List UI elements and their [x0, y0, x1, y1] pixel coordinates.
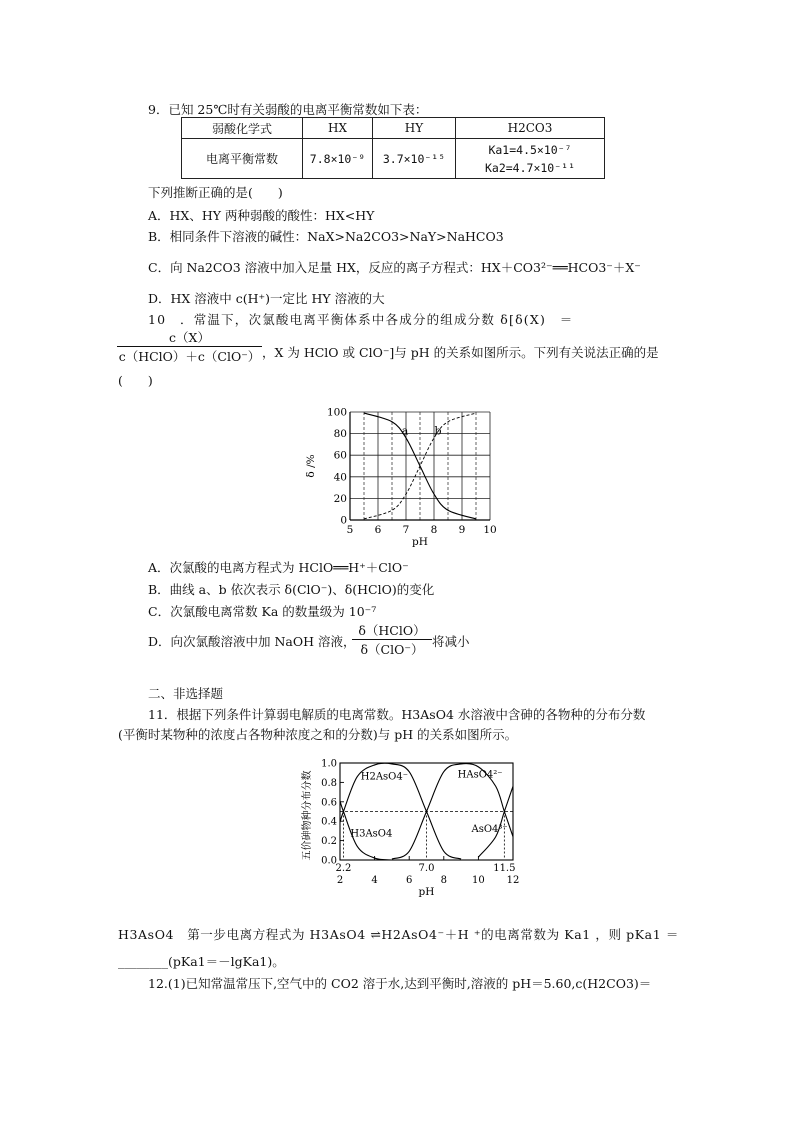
table-header-h2co3: H2CO3	[456, 118, 605, 139]
q10-option-d-post: 将减小	[432, 634, 470, 649]
x-tick-label: 10	[472, 875, 485, 886]
x-tick-label: 7	[402, 524, 410, 536]
y-tick-label: 0.8	[321, 777, 337, 789]
y-tick-label: 0	[340, 514, 347, 527]
x-tick-label: 10	[483, 524, 497, 536]
y-axis-title: δ /%	[305, 454, 317, 478]
x-axis-title: pH	[418, 886, 435, 898]
q9-option-a: A．HX、HY 两种弱酸的酸性：HX<HY	[148, 208, 375, 223]
y-tick-label: 80	[333, 428, 347, 441]
table-header-hx: HX	[303, 118, 373, 139]
y-tick-label: 100	[326, 406, 347, 419]
q10-answer-paren: ( )	[118, 373, 153, 388]
table-cell-hy: 3.7×10⁻¹⁵	[373, 139, 456, 179]
x-tick-label: 12	[506, 875, 520, 886]
y-tick-label: 0.2	[321, 836, 337, 848]
q10-fraction-numerator: c（X）	[169, 330, 210, 345]
q10-option-d-denominator: δ（ClO⁻）	[352, 639, 432, 658]
q10-option-d-numerator: δ（HClO）	[358, 623, 426, 638]
table-cell-hx: 7.8×10⁻⁹	[303, 139, 373, 179]
table-cell-ka2: Ka2=4.7×10⁻¹¹	[484, 160, 575, 175]
y-tick-label: 0.6	[321, 797, 337, 809]
series-label-h2aso4: H2AsO4⁻	[360, 771, 409, 783]
x-tick-label: 9	[458, 524, 466, 536]
y-tick-label: 60	[333, 449, 347, 462]
q9-option-b: B．相同条件下溶液的碱性：NaX>Na2CO3>NaY>NaHCO3	[148, 229, 504, 244]
table-cell-ka1: Ka1=4.5×10⁻⁷	[488, 142, 572, 157]
q11-line1: 11．根据下列条件计算弱电解质的电离常数。H3AsO4 水溶液中含砷的各物种的分布分数	[148, 707, 646, 722]
hclo-distribution-chart	[300, 402, 505, 552]
y-axis-title: 五价砷物种分布分数	[302, 770, 313, 861]
series-label-a: a	[401, 424, 409, 438]
q10-line1: 10 ．常温下，次氯酸电离平衡体系中各成分的组成分数 δ[δ(X) ＝	[148, 312, 574, 327]
y-tick-label: 20	[333, 492, 347, 505]
q9-option-d: D．HX 溶液中 c(H⁺)一定比 HY 溶液的大	[148, 291, 385, 306]
crossing-label: 7.0	[418, 863, 435, 874]
x-tick-label: 8	[440, 875, 447, 886]
section-title: 二、非选择题	[148, 686, 224, 701]
q10-fraction	[117, 328, 262, 365]
series-label-h3aso4: H3AsO4	[350, 828, 393, 840]
table-header-hy: HY	[373, 118, 456, 139]
q11-line2: (平衡时某物种的浓度占各物种浓度之和的分数)与 pH 的关系如图所示。	[118, 727, 518, 742]
series-label-haso4: HAsO4²⁻	[457, 769, 503, 781]
x-tick-label: 6	[374, 524, 382, 536]
table-row-label: 电离平衡常数	[182, 139, 303, 179]
q10-option-d-fraction	[352, 621, 432, 658]
q10-option-d-pre: D．向次氯酸溶液中加 NaOH 溶液，	[148, 634, 356, 649]
x-tick-label: 8	[430, 524, 438, 536]
arsenic-distribution-chart	[298, 755, 528, 900]
series-label-b: b	[434, 424, 442, 438]
q10-fraction-denominator: c（HClO）＋c（ClO⁻）	[117, 346, 262, 365]
y-tick-label: 0.0	[321, 855, 337, 867]
crossing-label: 2.2	[335, 863, 352, 874]
q11-bottom2: ________(pKa1＝－lgKa1)。	[118, 954, 285, 969]
q9-ask: 下列推断正确的是( )	[148, 185, 283, 200]
q10-option-b: B．曲线 a、b 依次表示 δ(ClO⁻)、δ(HClO)的变化	[148, 582, 435, 597]
x-tick-label: 4	[371, 875, 378, 886]
table-header-formula: 弱酸化学式	[182, 118, 303, 139]
x-tick-label: 2	[336, 875, 344, 886]
q10-option-c: C．次氯酸电离常数 Ka 的数量级为 10⁻⁷	[148, 604, 377, 619]
y-tick-label: 0.4	[321, 816, 337, 828]
q12-line1: 12.(1)已知常温常压下,空气中的 CO2 溶于水,达到平衡时,溶液的 pH＝5.60,c(H2CO3)＝	[148, 976, 652, 991]
x-axis-title: pH	[412, 536, 428, 548]
x-tick-label: 6	[406, 875, 413, 886]
x-tick-label: 5	[346, 524, 354, 536]
q11-bottom1: H3AsO4 第一步电离方程式为 H3AsO4 ⇌H2AsO4⁻＋H ⁺的电离常数为 Ka1 ，则 pKa1 ＝	[118, 927, 679, 942]
q9-stem: 9．已知 25℃时有关弱酸的电离平衡常数如下表：	[148, 102, 428, 117]
q9-option-c: C．向 Na2CO3 溶液中加入足量 HX，反应的离子方程式：HX＋CO3²⁻══HCO3⁻＋X⁻	[148, 260, 641, 275]
crossing-label: 11.5	[493, 863, 516, 874]
q10-option-a: A．次氯酸的电离方程式为 HClO══H⁺＋ClO⁻	[148, 560, 409, 575]
y-tick-label: 40	[333, 471, 347, 484]
acid-constants-table	[181, 117, 605, 179]
y-tick-label: 1.0	[321, 758, 337, 770]
series-label-aso4: AsO4³⁻	[471, 823, 508, 835]
q10-line2: ，X 为 HClO 或 ClO⁻]与 pH 的关系如图所示。下列有关说法正确的是	[262, 345, 659, 360]
